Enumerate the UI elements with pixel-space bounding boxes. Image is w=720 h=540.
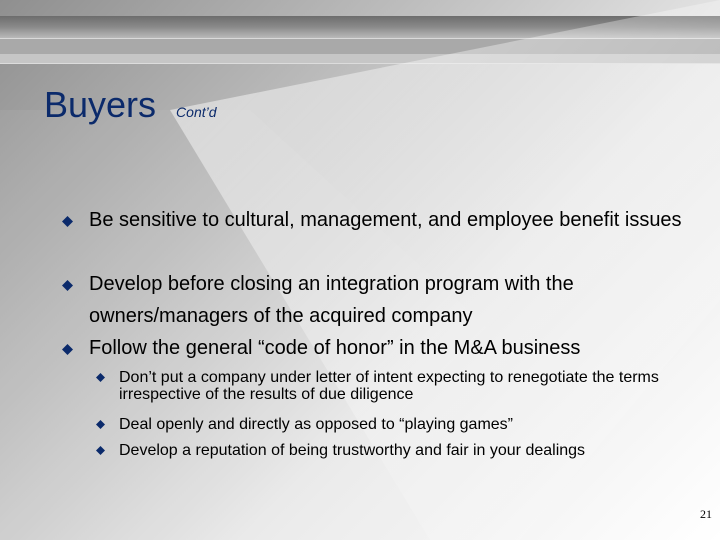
diamond-bullet-icon <box>62 216 73 227</box>
diamond-bullet-icon <box>62 280 73 291</box>
bullet-3-text: Follow the general “code of honor” in the M&A business <box>89 337 581 359</box>
page-number: 21 <box>700 507 712 521</box>
bullet-1-text: Be sensitive to cultural, management, and employee benefit issues <box>89 209 682 231</box>
diamond-sub-bullet-icon <box>96 420 105 429</box>
sub-bullet-3-text: Develop a reputation of being trustworthy and fair in your dealings <box>119 442 586 459</box>
sub-bullet-2-text: Deal openly and directly as opposed to “playing games” <box>119 416 514 433</box>
slide-subtitle: Cont’d <box>176 104 217 120</box>
diamond-sub-bullet-icon <box>96 373 105 382</box>
diamond-bullet-icon <box>62 344 73 355</box>
sub-bullet-1-text: Don’t put a company under letter of intent expecting to renegotiate the terms irrespective of the results of due diligence <box>119 369 659 403</box>
title-block <box>44 84 217 126</box>
diamond-sub-bullet-icon <box>96 446 105 455</box>
slide-title: Buyers <box>44 84 157 125</box>
bullet-2-text: Develop before closing an integration program with the owners/managers of the acquired company <box>89 273 574 327</box>
